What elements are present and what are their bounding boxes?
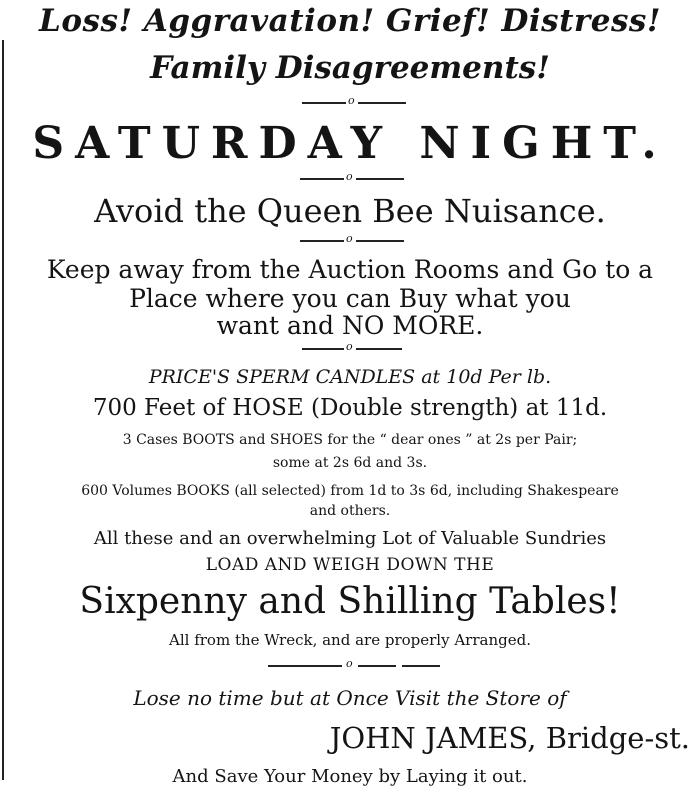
headline-line-1: Loss! Aggravation! Grief! Distress!	[39, 3, 661, 39]
hose-line: 700 Feet of HOSE (Double strength) at 11d.	[92, 395, 608, 421]
queen-bee-line: Avoid the Queen Bee Nuisance.	[94, 192, 606, 230]
keep-away-line-1: Keep away from the Auction Rooms and Go to a	[46, 255, 654, 284]
candles-line: PRICE'S SPERM CANDLES at 10d Per lb.	[148, 366, 552, 388]
headline-line-2: Family Disagreements!	[150, 50, 550, 86]
books-line-2: and others.	[309, 503, 391, 519]
save-money-line: And Save Your Money by Laying it out.	[172, 766, 528, 787]
sundries-line: All these and an overwhelming Lot of Valuable Sundries	[93, 528, 607, 549]
keep-away-line-3: want and NO MORE.	[216, 311, 484, 340]
lose-no-time-line: Lose no time but at Once Visit the Store of	[133, 686, 567, 710]
store-name-line: JOHN JAMES, Bridge-st.	[329, 721, 690, 755]
wreck-line: All from the Wreck, and are properly Arranged.	[169, 631, 531, 649]
keep-away-line-2: Place where you can Buy what you	[129, 284, 571, 313]
divider: o	[268, 661, 440, 671]
books-line-1: 600 Volumes BOOKS (all selected) from 1d to 3s 6d, including Shakespeare	[81, 483, 619, 499]
load-line: LOAD AND WEIGH DOWN THE	[205, 555, 495, 575]
divider: o	[300, 236, 404, 246]
saturday-night-heading: SATURDAY NIGHT.	[32, 118, 668, 169]
boots-line-1: 3 Cases BOOTS and SHOES for the “ dear ones ” at 2s per Pair;	[122, 432, 578, 448]
divider: o	[302, 98, 406, 108]
tables-heading: Sixpenny and Shilling Tables!	[79, 581, 621, 622]
boots-line-2: some at 2s 6d and 3s.	[272, 455, 428, 471]
divider: o	[302, 344, 402, 354]
divider: o	[300, 174, 404, 184]
